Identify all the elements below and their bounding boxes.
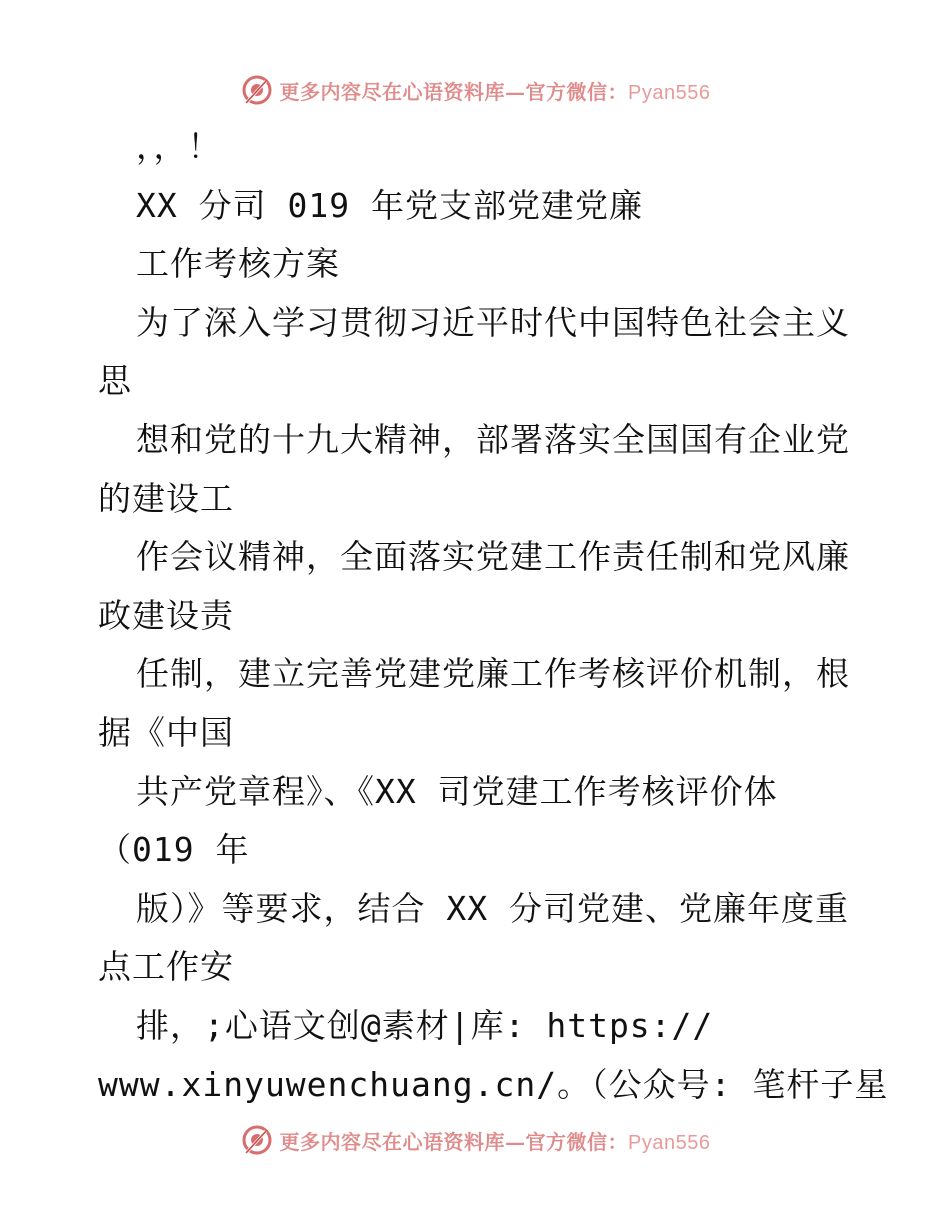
document-line: www.xinyuwenchuang.cn/。（公众号: 笔杆子星 [98, 1064, 889, 1104]
document-line: 点工作安 [98, 947, 234, 987]
document-line: XX 分司 019 年党支部党建党廉 [136, 185, 643, 225]
document-line: 共产党章程》、《XX 司党建工作考核评价体 [136, 771, 778, 811]
document-line: 的建设工 [98, 478, 234, 518]
watermark-banner-bottom [0, 1118, 950, 1162]
document-line: 作会议精神，全面落实党建工作责任制和党风廉 [136, 537, 850, 577]
document-line: 据《中国 [98, 712, 234, 752]
document-line: 政建设责 [98, 595, 234, 635]
document-line: 任制，建立完善党建党廉工作考核评价机制，根 [136, 654, 850, 694]
document-line: 版）》等要求，结合 XX 分司党建、党廉年度重 [136, 888, 849, 928]
document-line: 工作考核方案 [136, 244, 340, 284]
document-line: 思 [98, 361, 132, 401]
document-body [98, 118, 889, 1114]
watermark-wechat-id: Pyan556 [628, 81, 711, 104]
pen-circle-logo-icon [240, 1123, 274, 1157]
document-line: 想和党的十九大精神，部署落实全国国有企业党 [136, 419, 850, 459]
document-line: （019 年 [98, 830, 250, 870]
pen-circle-logo-icon [240, 73, 274, 107]
document-line: 排，;心语文创@素材|库: https:// [136, 1005, 714, 1045]
watermark-wechat-id: Pyan556 [628, 1131, 711, 1154]
watermark-text [280, 76, 711, 105]
document-line: ，，！ [136, 127, 222, 166]
document-line: 为了深入学习贯彻习近平时代中国特色社会主义 [136, 302, 850, 342]
watermark-text [280, 1126, 711, 1155]
watermark-label: 更多内容尽在心语资料库—官方微信： [279, 79, 629, 104]
watermark-banner-top [0, 68, 950, 112]
watermark-label: 更多内容尽在心语资料库—官方微信： [279, 1129, 629, 1154]
